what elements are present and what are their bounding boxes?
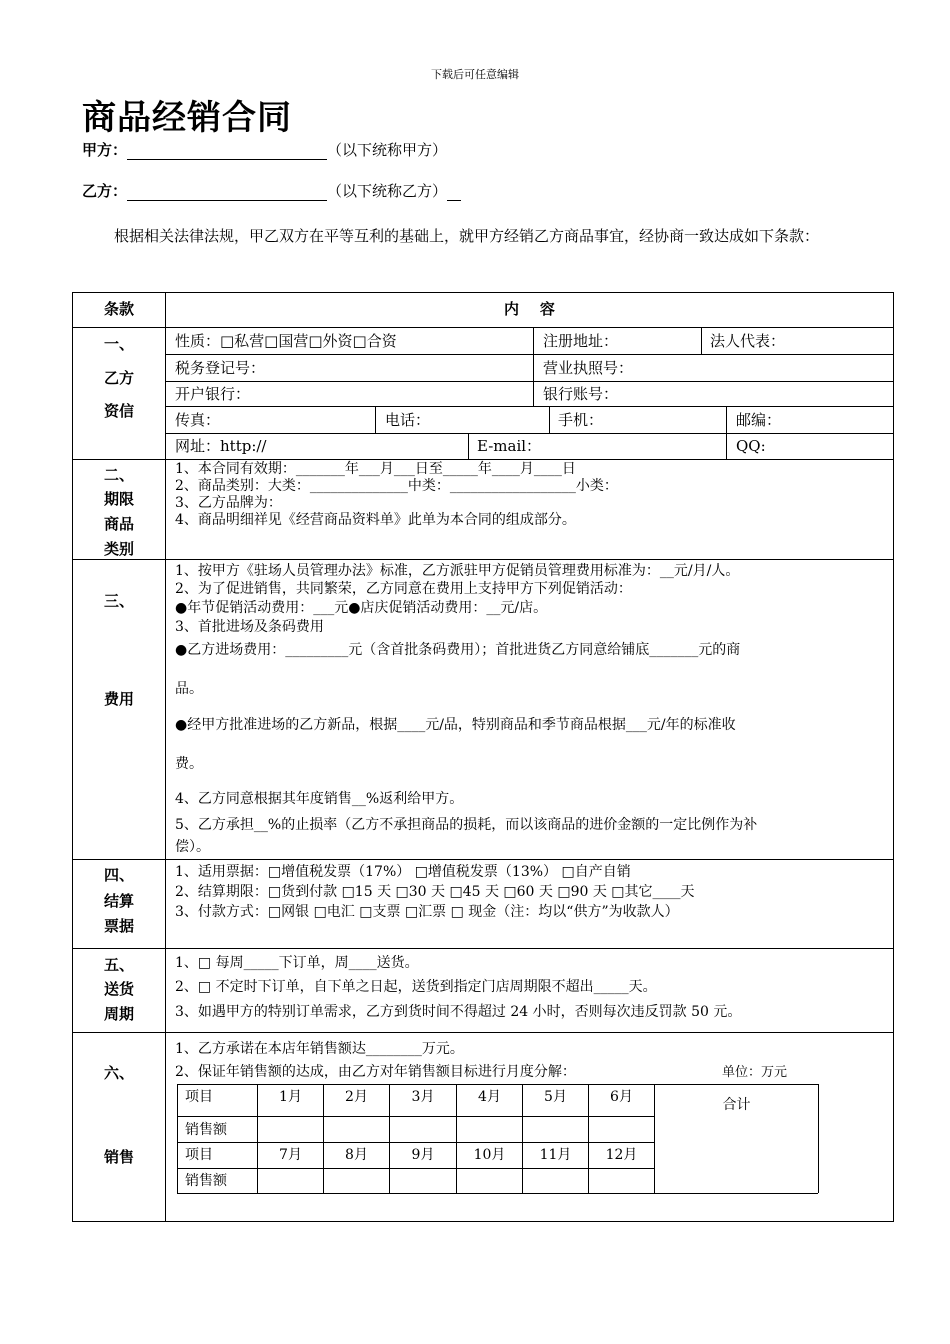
legal-rep-field[interactable]: 法人代表： — [710, 332, 786, 350]
grid-month-8: 8月 — [345, 1147, 368, 1163]
s3-label-num: 三、 — [103, 592, 134, 610]
s3-entry-heading: 3、首批进场及条码费用 — [175, 619, 324, 635]
license-field[interactable]: 营业执照号： — [543, 359, 634, 377]
page-title: 商品经销合同 — [82, 98, 292, 138]
account-field[interactable]: 银行账号： — [543, 385, 619, 403]
grid-month-10: 10月 — [473, 1147, 506, 1163]
s5-label-b: 周期 — [103, 1005, 134, 1023]
party-b-label: 乙方： — [82, 182, 128, 200]
s2-label-c: 类别 — [103, 540, 134, 558]
s5-special-order: 3、如遇甲方的特别订单需求，乙方到货时间不得超过 24 小时，否则每次违反罚款 50 元。 — [175, 1004, 742, 1020]
s5-irregular-order[interactable]: 2、□ 不定时下订单，自下单之日起，送货到指定门店周期限不超出_____天。 — [175, 979, 657, 995]
bank-field[interactable]: 开户银行： — [175, 385, 251, 403]
grid-month-4: 4月 — [478, 1089, 501, 1105]
s2-brand: 3、乙方品牌为： — [175, 495, 282, 511]
website-field[interactable]: 网址：http:// — [175, 437, 267, 455]
header-note: 下载后可任意编辑 — [431, 68, 519, 81]
qq-field[interactable]: QQ: — [736, 437, 766, 455]
grid-month-9: 9月 — [411, 1147, 435, 1163]
s3-loss-rate-cont: 偿）。 — [175, 839, 210, 855]
party-a-suffix: （以下统称甲方） — [327, 141, 448, 159]
intro-paragraph: 根据相关法律法规，甲乙双方在平等互利的基础上，就甲方经销乙方商品事宜，经协商一致达成如下条款： — [114, 227, 820, 245]
s2-detail: 4、商品明细祥见《经营商品资料单》此单为本合同的组成部分。 — [175, 512, 576, 528]
s6-label-a: 销售 — [103, 1148, 134, 1166]
s3-rebate: 4、乙方同意根据其年度销售__%返利给甲方。 — [175, 791, 464, 807]
s3-entry-fee-cont: 品。 — [175, 681, 203, 697]
s3-new-product-fee-cont: 费。 — [175, 756, 203, 772]
s6-label-num: 六、 — [103, 1064, 134, 1082]
s2-label-b: 商品 — [103, 515, 134, 533]
s5-label-num: 五、 — [103, 956, 134, 974]
s1-label-a: 乙方 — [103, 369, 134, 387]
s4-settlement-term[interactable]: 2、结算期限：□货到付款 □15 天 □30 天 □45 天 □60 天 □90 天 □其它____天 — [175, 884, 695, 900]
party-b-line — [82, 180, 461, 201]
grid-month-11: 11月 — [539, 1147, 572, 1163]
party-a-field[interactable] — [127, 145, 327, 160]
nature-field[interactable]: 性质：□私营□国营□外资□合资 — [175, 332, 397, 350]
fax-field[interactable]: 传真： — [175, 411, 221, 429]
grid-month-1: 1月 — [279, 1089, 302, 1105]
s3-entry-fee: ●乙方进场费用：_________元（含首批条码费用）；首批进货乙方同意给铺底_______元的商 — [175, 642, 741, 658]
s6-monthly-breakdown: 2、保证年销售额的达成，由乙方对年销售额目标进行月度分解： — [175, 1064, 576, 1080]
s2-label-num: 二、 — [103, 466, 134, 484]
party-b-extra-field[interactable] — [447, 186, 461, 201]
grid-sales-label-2: 销售额 — [185, 1173, 227, 1189]
phone-field[interactable]: 电话： — [385, 411, 431, 429]
s3-promo-support: 2、为了促进销售，共同繁荣，乙方同意在费用上支持甲方下列促销活动： — [175, 581, 632, 597]
s3-label-a: 费用 — [103, 690, 134, 708]
s2-label-a: 期限 — [103, 490, 134, 508]
s6-unit: 单位：万元 — [722, 1065, 788, 1080]
s4-payment-method[interactable]: 3、付款方式：□网银 □电汇 □支票 □汇票 □ 现金（注：均以“供方”为收款人） — [175, 904, 679, 920]
grid-month-6: 6月 — [610, 1089, 633, 1105]
s1-label-b: 资信 — [103, 402, 134, 420]
s2-category: 2、商品类别：大类：______________中类：__________________小类： — [175, 478, 618, 494]
s3-loss-rate: 5、乙方承担__%的止损率（乙方不承担商品的损耗，而以该商品的进价金额的一定比例作为补 — [175, 817, 758, 833]
s4-label-a: 结算 — [103, 892, 134, 910]
s3-new-product-fee: ●经甲方批准进场的乙方新品，根据____元/品，特别商品和季节商品根据___元/年的标准收 — [175, 717, 736, 733]
s4-label-num: 四、 — [103, 866, 134, 884]
grid-item-label-1: 项目 — [185, 1089, 213, 1105]
email-field[interactable]: E-mail： — [477, 437, 542, 455]
party-b-suffix: （以下统称乙方） — [327, 182, 448, 200]
party-a-line — [82, 139, 447, 160]
s5-weekly-order[interactable]: 1、□ 每周_____下订单，周____送货。 — [175, 955, 419, 971]
postcode-field[interactable]: 邮编： — [736, 411, 782, 429]
s5-label-a: 送货 — [103, 980, 134, 998]
grid-month-12: 12月 — [605, 1147, 638, 1163]
grid-month-5: 5月 — [544, 1089, 567, 1105]
table-head-content: 内 容 — [504, 300, 555, 318]
grid-item-label-2: 项目 — [185, 1147, 213, 1163]
grid-month-3: 3月 — [411, 1089, 435, 1105]
party-a-label: 甲方： — [82, 141, 128, 159]
s3-promoter-fee: 1、按甲方《驻场人员管理办法》标准，乙方派驻甲方促销员管理费用标准为：__元/月/人。 — [175, 563, 740, 579]
s6-annual-commit: 1、乙方承诺在本店年销售额达________万元。 — [175, 1041, 464, 1057]
s4-label-b: 票据 — [103, 917, 134, 935]
s4-invoice-type[interactable]: 1、适用票据：□增值税发票（17%） □增值税发票（13%） □自产自销 — [175, 864, 631, 880]
s2-validity: 1、本合同有效期：_______年___月___日至_____年____月____日 — [175, 461, 576, 477]
s3-festival-fee: ●年节促销活动费用：___元●店庆促销活动费用：__元/店。 — [175, 600, 548, 616]
s1-label-num: 一、 — [103, 335, 134, 353]
tax-reg-field[interactable]: 税务登记号： — [175, 359, 266, 377]
table-head-clause: 条款 — [103, 300, 134, 318]
grid-sales-label-1: 销售额 — [185, 1122, 227, 1138]
grid-total-label: 合计 — [722, 1097, 751, 1113]
grid-month-7: 7月 — [279, 1147, 302, 1163]
party-b-field[interactable] — [127, 186, 327, 201]
reg-address-field[interactable]: 注册地址： — [543, 332, 619, 350]
grid-month-2: 2月 — [345, 1089, 368, 1105]
mobile-field[interactable]: 手机： — [558, 411, 604, 429]
